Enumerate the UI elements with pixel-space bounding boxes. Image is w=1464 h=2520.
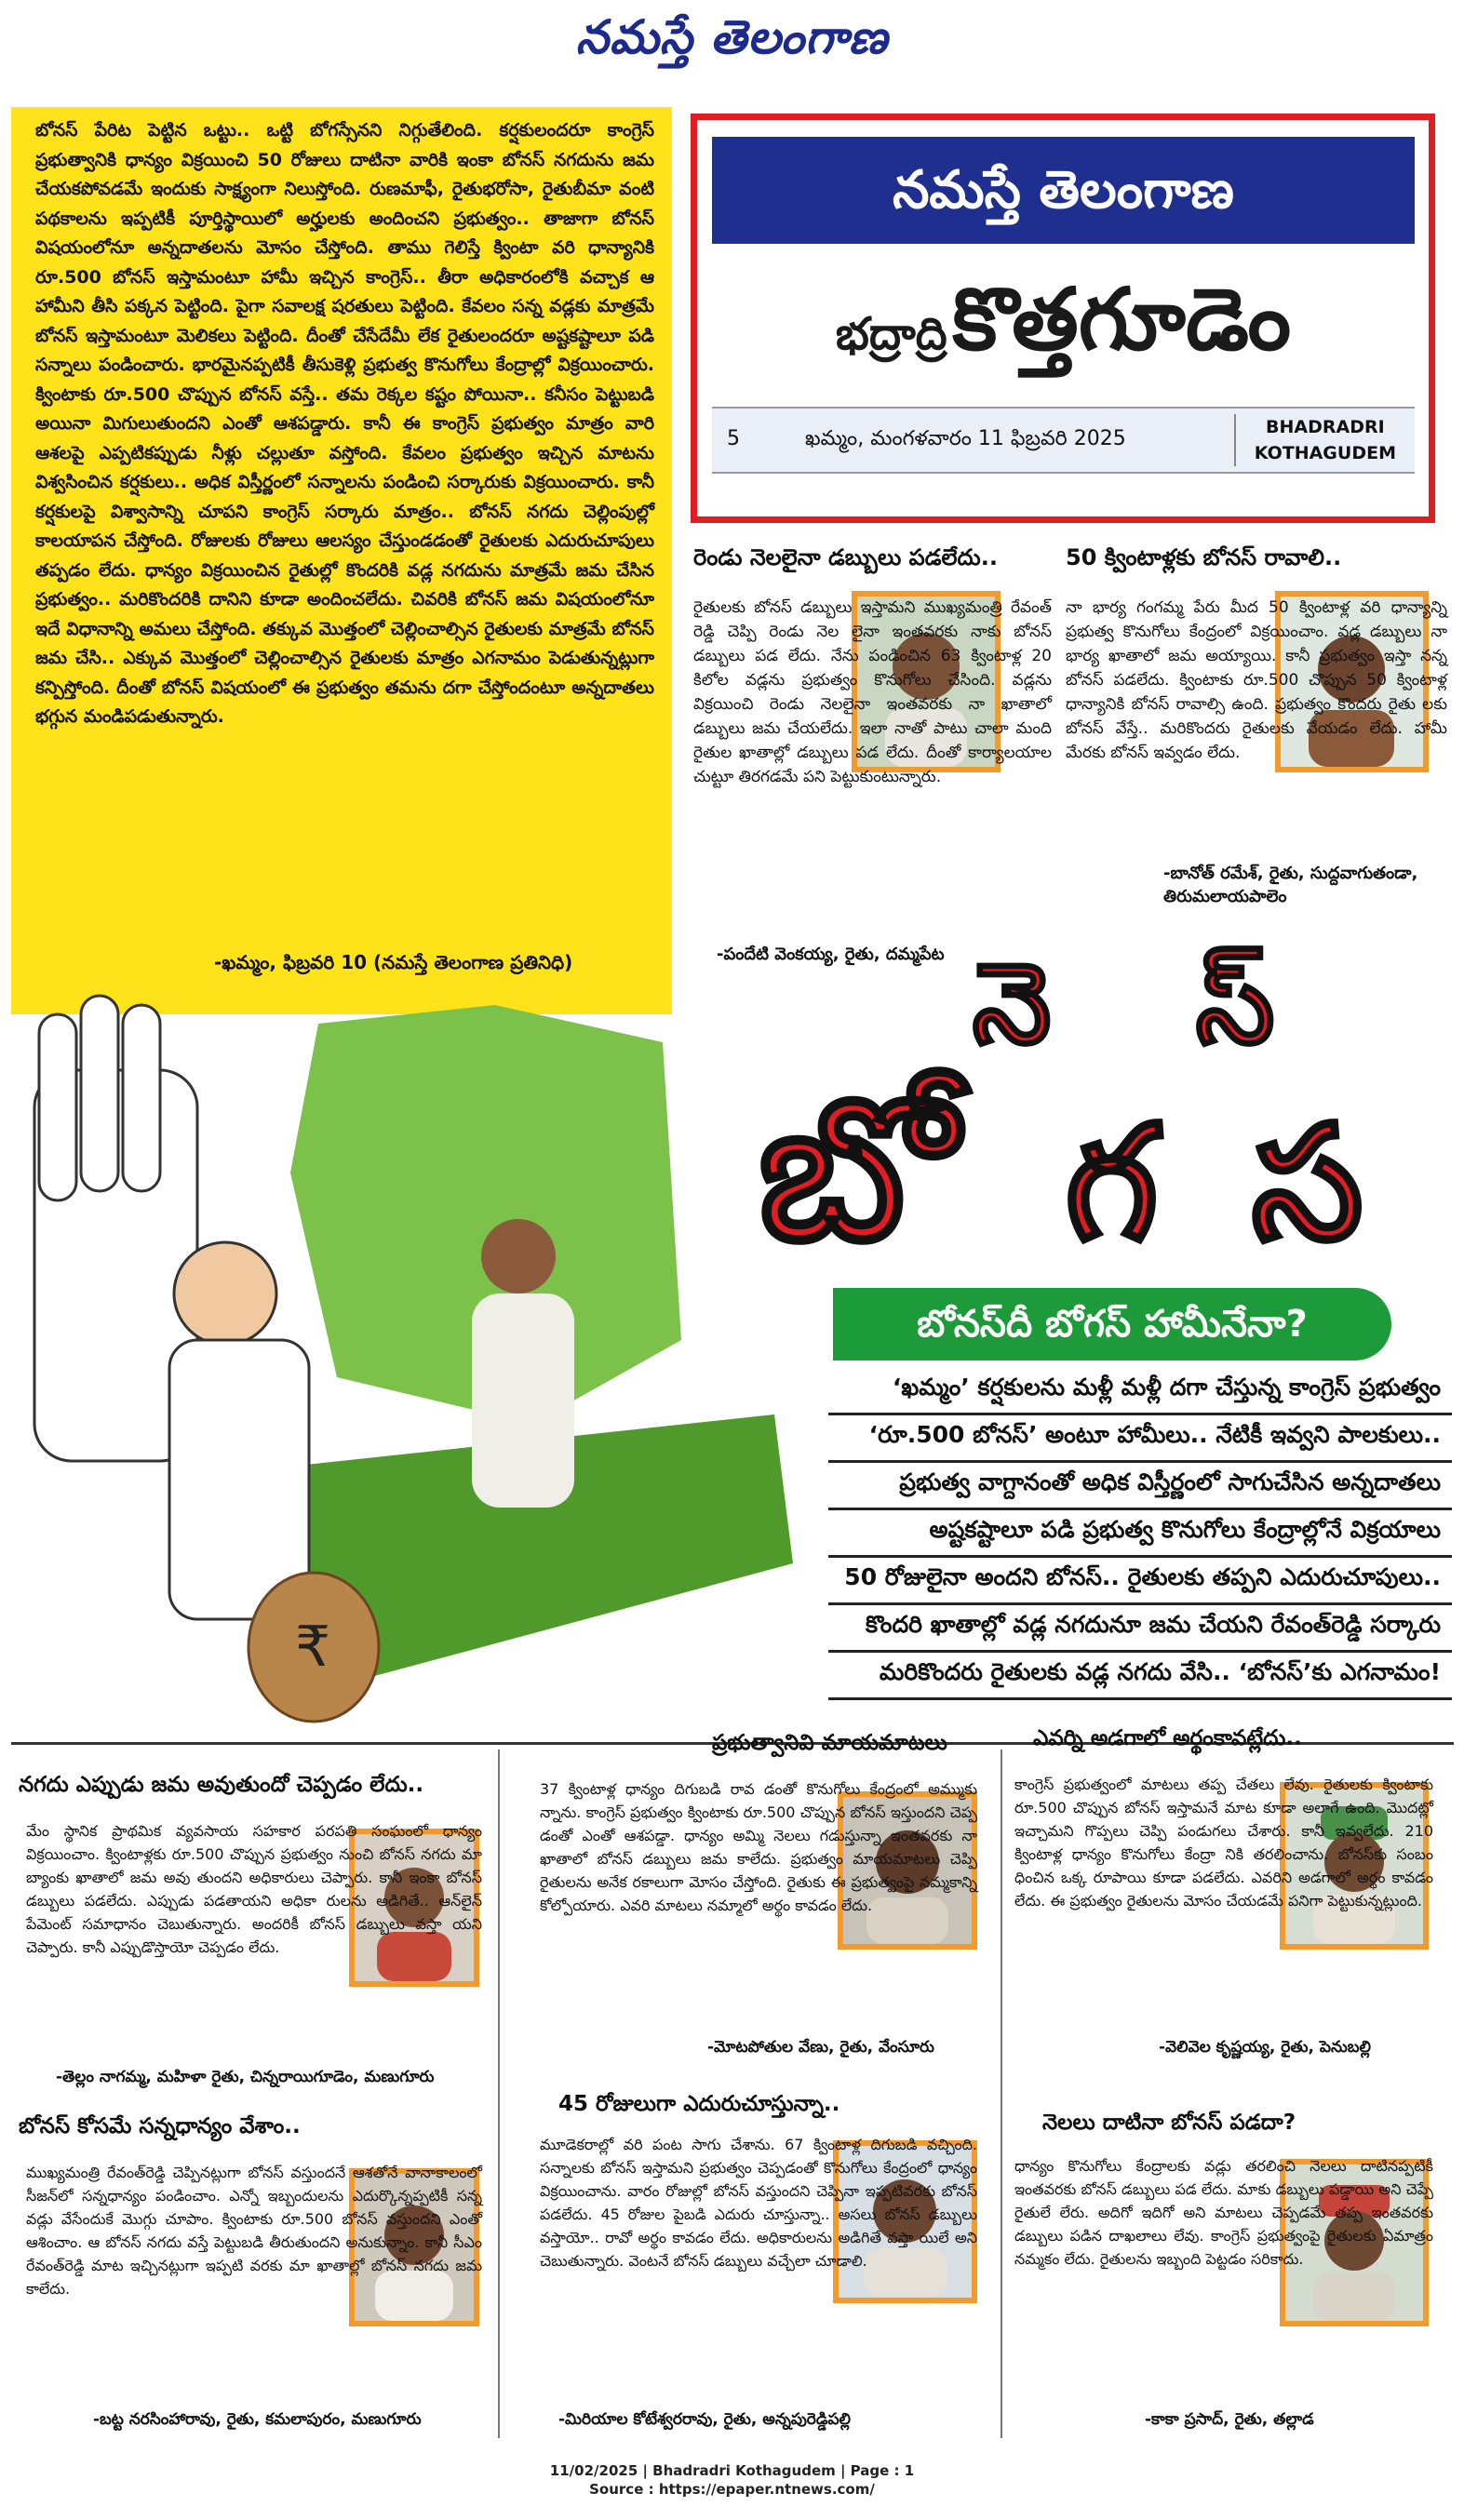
footer-source: Source : https://epaper.ntnews.com/ (589, 2481, 875, 2498)
headline-bullets (828, 1368, 1452, 1700)
headline-letter-top2: స్ (1196, 940, 1275, 1069)
edition-location (1234, 414, 1396, 466)
story-bottom-1-signature: -తెల్లం నాగమ్మ, మహిళా రైతు, చిన్నరాయిగూడెం, మణుగూరు (56, 2068, 435, 2086)
story-top-2-signature: -బానోత్ రమేశ్, రైతు, సుద్దవాగుతండా, తిరుమలాయపాలెం (1163, 864, 1418, 906)
story-bottom-3-body: కాంగ్రెస్ ప్రభుత్వంలో మాటలు తప్ప చేతలు లేవు. రైతులకు క్వింటాకు రూ.500 చొప్పున బోనస్ ఇస్తామనే మాట కూడా అలాగే ఉంది. మొదట్లో ఇచ్చామని గొప్పలు చెప్పి పండుగలు చేశారు. కానీ ఇవ్వలేదు. 210 క్వింటాళ్ల ధాన్యం కొనుగోలు కేంద్రా నికి తరలించాను. బోనస్‌కు సంబం ధించిన ఒక్క రూపాయి కూడా పడలేదు. ఎవరిని అడగాలో అర్థం కావడం లేదు. ఈ ప్రభుత్వం రైతులను మోసం చేయడమే పనిగా పెట్టుకున్నట్లుంది. (1014, 1776, 1433, 1910)
page-number: 5 (727, 427, 740, 450)
headline-bullet: ప్రభుత్వ వాగ్దానంతో అధిక విస్తీర్ణంలో సాగుచేసిన అన్నదాతలు (828, 1463, 1452, 1510)
story-top-1-title: రెండు నెలలైనా డబ్బులు పడలేదు.. (693, 544, 998, 570)
story-bottom-2-title: ప్రభుత్వానివి మాయమాటలు (712, 1731, 947, 1755)
headline-letters (759, 931, 1447, 1266)
story-top-1-signature: -పందేటి వెంకయ్య, రైతు, దమ్మపేట (717, 945, 945, 964)
story-bottom-6-body: ధాన్యం కొనుగోలు కేంద్రాలకు వడ్లు తరలించి నెలలు దాటినప్పటికీ ఇంతవరకు బోనస్ డబ్బులు పడ లేదు. మాకు డబ్బులు పడ్డాయి అని చెప్పే రైతులే లేరు. అదిగో ఇదిగో అని మాటలు చెప్పడమే తప్ప ఇంతవరకు డబ్బులు పడిన దాఖలాలు లేవు. కాంగ్రెస్ ప్రభుత్వంపై రైతులకు ఏమాత్రం నమ్మకం లేదు. రైతులను ఇబ్బంది పెట్టడం సరికాదు. (1014, 2157, 1433, 2268)
edition-district-main: కొత్తగూడెం (952, 269, 1292, 369)
story-bottom-2-signature: -మోటపోతుల వేణు, రైతు, వేంసూరు (707, 2038, 934, 2057)
lead-paragraph: బోనస్ పేరిట పెట్టిన ఒట్టు.. ఒట్టి బోగస్సేనని నిగ్గుతేలింది. కర్షకులందరూ కాంగ్రెస్ ప్రభుత్వానికి ధాన్యం విక్రయించి 50 రోజులు దాటినా వారికి ఇంకా బోనస్ నగదును జమ చేయకపోవడమే ఇందుకు సాక్ష్యంగా నిలుస్తోంది. రుణమాఫీ, రైతుభరోసా, రైతుబీమా వంటి పథకాలను ఇప్పటికీ పూర్తిస్థాయిలో అర్హులకు అందించని ప్రభుత్వం.. తాజాగా బోనస్ విషయంలోనూ అన్నదాతలను మోసం చేస్తోంది. తాము గెలిస్తే క్వింటా వరి ధాన్యానికి రూ.500 బోనస్ ఇస్తామంటూ హామీ ఇచ్చిన కాంగ్రెస్.. తీరా అధికారంలోకి వచ్చాక ఆ హామీని తీసి పక్కన పెట్టింది. పైగా సవాలక్ష షరతులు పెట్టింది. కేవలం సన్న వడ్లకు మాత్రమే బోనస్ ఇస్తామంటూ మెలికలు పెట్టింది. దీంతో చేసేదేమీ లేక రైతులందరూ అష్టకష్టాలూ పడి సన్నాలు పండించారు. భారమైనప్పటికీ తీసుకెళ్లి ప్రభుత్వ కొనుగోలు కేంద్రాల్లో విక్రయించారు. క్వింటాకు రూ.500 చొప్పున బోనస్ వస్తే.. తమ రెక్కల కష్టం పోయినా.. కనీసం పెట్టుబడి అయినా మిగులుతుందని ఎంతో ఆశపడ్డారు. కానీ ఈ కాంగ్రెస్ ప్రభుత్వం మాత్రం వారి ఆశలపై ఎప్పటికప్పుడు నీళ్లు చల్లుతూ వస్తోంది. కేవలం ప్రభుత్వం ఇచ్చిన మాటను విశ్వసించిన కర్షకులు.. అధిక విస్తీర్ణంలో సన్నాలను పండించి సర్కారుకు విక్రయించారు. కానీ కర్షకులపై విశ్వాసాన్ని చూపని కాంగ్రెస్ సర్కారు మాత్రం.. బోనస్ నగదు చెల్లింపుల్లో కాలయాపన చేస్తోంది. రోజులకు రోజులు ఆలస్యం చేస్తుండడంతో రైతులకు ఎదురుచూపులు తప్పడం లేదు. ధాన్యం విక్రయించిన రైతుల్లో కొందరికి వడ్ల నగదును మాత్రమే జమ చేసిన ప్రభుత్వం.. మరికొందరికి దానిని కూడా అందించలేదు. చివరికి బోనస్ జమ విషయంలోనూ ఇదే విధానాన్ని అమలు చేస్తోంది. తక్కువ మొత్తంలో చెల్లించాల్సిన రైతులకు మాత్రమే బోనస్ జమ చేసి.. ఎక్కువ మొత్తంలో చెల్లించాల్సిన రైతులకు మాత్రం ఎగనామం పెడుతున్నట్లుగా కన్పిస్తోంది. దీంతో బోనస్ విషయంలో ఈ ప్రభుత్వం తమను దగా చేస్తోందంటూ అన్నదాతలు భగ్గున మండిపడుతున్నారు. (35, 120, 654, 727)
headline-letter-main1: బో (759, 1056, 958, 1266)
lead-dateline: -ఖమ్మం, ఫిబ్రవరి 10 (నమస్తే తెలంగాణ ప్రతినిధి) (214, 951, 573, 973)
story-bottom-3-title: ఎవర్ని అడగాలో అర్థంకావట్లేదు.. (1033, 1726, 1302, 1750)
story-bottom-5-title: 45 రోజులుగా ఎదురుచూస్తున్నా.. (558, 2092, 840, 2116)
headline-bullet: మరికొందరు రైతులకు వడ్ల నగదు వేసి.. ‘బోనస్’కు ఎగనామం! (828, 1653, 1452, 1700)
edition-box (691, 114, 1435, 523)
headline-bullet: అష్టకష్టాలూ పడి ప్రభుత్వ కొనుగోలు కేంద్రాల్లోనే విక్రయాలు (828, 1510, 1452, 1558)
footer-line1: 11/02/2025 | Bhadradri Kothagudem | Page : 1 (549, 2462, 915, 2479)
edition-district-prefix: భద్రాద్రి (835, 308, 947, 360)
edition-paper-name: నమస్తే తెలంగాణ (712, 137, 1415, 244)
story-bottom-1-body: మేం స్థానిక ప్రాథమిక వ్యవసాయ సహకార పరపతి సంఘంలో ధాన్యం విక్రయించాం. క్వింటాళ్లకు రూ.500 చొప్పున ప్రభుత్వం నుంచి బోనస్ నగదు మా బ్యాంకు ఖాతాలో జమ అవు తుందని అధికారులు చెప్పారు. కానీ ఇంకా బోనస్ డబ్బులు పడలేదు. ఎప్పుడు పడతాయని అధికా రులను అడిగితే.. ఆన్‌లైన్ పేమెంట్ సమాధానం చెబుతున్నారు. అందరికీ బోనస్ డబ్బులు వస్తా యని చెప్పారు. కానీ ఎప్పుడొస్తాయో చెప్పడం లేదు. (26, 1822, 482, 1956)
edition-date: ఖమ్మం, మంగళవారం 11 ఫిబ్రవరి 2025 (805, 427, 1126, 450)
subheadline: బోనస్‌దీ బోగస్ హామీనేనా? (833, 1288, 1391, 1361)
edition-location-line2: KOTHAGUDEM (1254, 443, 1396, 463)
story-top-2-title: 50 క్వింటాళ్లకు బోనస్ రావాలి.. (1066, 544, 1342, 570)
story-bottom-5-body: మూడెకరాల్లో వరి పంట సాగు చేశాను. 67 క్వింటాళ్ల దిగుబడి వచ్చింది. సన్నాలకు బోనస్ ఇస్తామని ప్రభుత్వం చెప్పడంతో కొనుగోలు కేంద్రంలో ధాన్యం విక్రయించాను. వారం రోజుల్లో బోనస్ వస్తుందని చెప్పినా ఇప్పటివరకు బోనస్ పడలేదు. 45 రోజుల పైబడి ఎదురు చూస్తున్నా.. అసలు బోనస్ డబ్బులు వస్తాయో.. రావో అర్థం కావడం లేదు. అధికారులను అడిగితే వస్తా యిలే అని చెబుతున్నారు. వెంటనే బోనస్ డబ్బులు వచ్చేలా చూడాలి. (540, 2136, 977, 2270)
edition-district (712, 269, 1415, 391)
story-bottom-6-signature: -కాకా ప్రసాద్, రైతు, తల్లాడ (1145, 2410, 1314, 2429)
headline-bullet: 50 రోజులైనా అందని బోనస్.. రైతులకు తప్పని ఎదురుచూపులు.. (828, 1558, 1452, 1605)
story-bottom-5-signature: -మిరియాల కోటేశ్వరరావు, రైతు, అన్నపురెడ్డిపల్లి (558, 2410, 852, 2429)
headline-bullet: ‘రూ.500 బోనస్’ అంటూ హామీలు.. నేటికీ ఇవ్వని పాలకులు.. (828, 1415, 1452, 1463)
headline-letter-main2: గ (1066, 1092, 1159, 1266)
headline-letter-top: నె (973, 940, 1052, 1069)
story-bottom-4-title: బోనస్ కోసమే సన్నధాన్యం వేశాం.. (19, 2114, 301, 2138)
headline-bullet: కొందరి ఖాతాల్లో వడ్ల నగదునూ జమ చేయని రేవంత్‌రెడ్డి సర్కారు (828, 1605, 1452, 1653)
headline-letter-main3: స (1252, 1092, 1363, 1266)
story-bottom-1-title: నగదు ఎప్పుడు జమ అవుతుందో చెప్పడం లేదు.. (19, 1773, 424, 1797)
story-bottom-4-signature: -బట్ట నరసింహారావు, రైతు, కమలాపురం, మణుగూరు (93, 2410, 422, 2429)
story-bottom-3-signature: -వెలివెల కృష్ణయ్య, రైతు, పెనుబల్లి (1159, 2038, 1371, 2057)
big-headline (759, 931, 1447, 1266)
story-bottom-2-body: 37 క్వింటాళ్ల ధాన్యం దిగుబడి రావ డంతో కొనుగోలు కేంద్రంలో అమ్ముకు న్నాను. కాంగ్రెస్ ప్రభుత్వం క్వింటాకు రూ.500 చొప్పున బోనస్ ఇస్తుందని చెప్ప డంతో ఎంతో ఆశపడ్డా. ధాన్యం అమ్మి నెలలు గడుస్తున్నా ఇంతవరకు నా ఖాతాలో బోనస్ డబ్బులు జమ కాలేదు. ప్రభుత్వం మాయమాటలు చెప్పి రైతులను అనేక రకాలుగా మోసం చేస్తోంది. రైతుకు ఈ ప్రభుత్వంపై నమ్మకాన్ని కోల్పోయారు. ఎవరి మాటలు నమ్మాలో అర్థం కావడం లేదు. (540, 1780, 977, 1914)
column-rule (1001, 1749, 1002, 2438)
svg-text:₹: ₹ (295, 1615, 331, 1680)
story-bottom-4-body: ముఖ్యమంత్రి రేవంత్‌రెడ్డి చెప్పినట్లుగా బోనస్ వస్తుందనే ఆశతోనే వానాకాలంలో సీజన్‌లో సన్నధాన్యం పండించాం. ఎన్నో ఇబ్బందులను ఎదుర్కొన్నప్పటికీ సన్న వడ్లు వేసేందుకే మొగ్గు చూపాం. క్వింటాకు రూ.500 బోనస్ వస్తుందని ఎంతో ఆశించాం. ఆ బోనస్ నగదు వస్తే పెట్టుబడి తీరుతుందని అనుకున్నాం. కానీ సీఎం రేవంత్‌రెడ్డి మాట ఇచ్చినట్లుగా ఇప్పటి వరకు మా ఖాతాల్లో బోనస్ నగదు జమ కాలేదు. (26, 2164, 482, 2298)
story-top-1-body: రైతులకు బోనస్ డబ్బులు ఇస్తామని ముఖ్యమంత్రి రేవంత్ రెడ్డి చెప్పి రెండు నెల లైనా ఇంతవరకు నాకు బోనస్ డబ్బులు పడ లేదు. నేను పండించిన 63 క్వింటాళ్ల 20 కిలోల వడ్లను ప్రభుత్వం కొనుగోలు చేసింది. వడ్లను విక్రయించి రెండు నెలలైనా ఇంతవరకు నా ఖాతాలో డబ్బులు జమ చేయలేదు. ఇలా నాతో పాటు చాలా మంది రైతుల ఖాతాల్లో డబ్బులు పడ లేదు. దీంతో కార్యాలయాల చుట్టూ తిరగడమే పని పెట్టుకుంటున్నారు. (693, 598, 1052, 786)
story-top-2-body: నా భార్య గంగమ్మ పేరు మీద 50 క్వింటాళ్ల వరి ధాన్యాన్ని ప్రభుత్వ కొనుగోలు కేంద్రంలో విక్రయించాం. వడ్ల డబ్బులు నా భార్య ఖాతాలో జమ అయ్యాయి. కానీ ప్రభుత్వం ఇస్తా నన్న బోనస్ పడలేదు. క్వింటాకు రూ.500 చొప్పున 50 క్వింటాళ్ల ధాన్యానికి బోనస్ రావాల్సి ఉంది. ప్రభుత్వం కొందరు రైతు లకు బోనస్ వేస్తే.. మరికొందరు రైతులకు వేయడం లేదు. హామీ మేరకు బోనస్ ఇవ్వడం లేదు. (1066, 598, 1447, 762)
farmer-field-illustration (11, 986, 802, 1731)
illustration (11, 986, 802, 1731)
page-footer (0, 2461, 1464, 2499)
masthead (0, 0, 1464, 88)
masthead-title: నమస్తే తెలంగాణ (575, 9, 889, 64)
column-rule (498, 1749, 500, 2438)
edition-location-line1: BHADRADRI (1266, 417, 1385, 437)
story-bottom-6-title: నెలలు దాటినా బోనస్ పడదా? (1042, 2111, 1296, 2135)
edition-info-bar (712, 407, 1415, 474)
headline-bullet: ‘ఖమ్మం’ కర్షకులను మళ్లీ మళ్లీ దగా చేస్తున్న కాంగ్రెస్ ప్రభుత్వం (828, 1368, 1452, 1415)
